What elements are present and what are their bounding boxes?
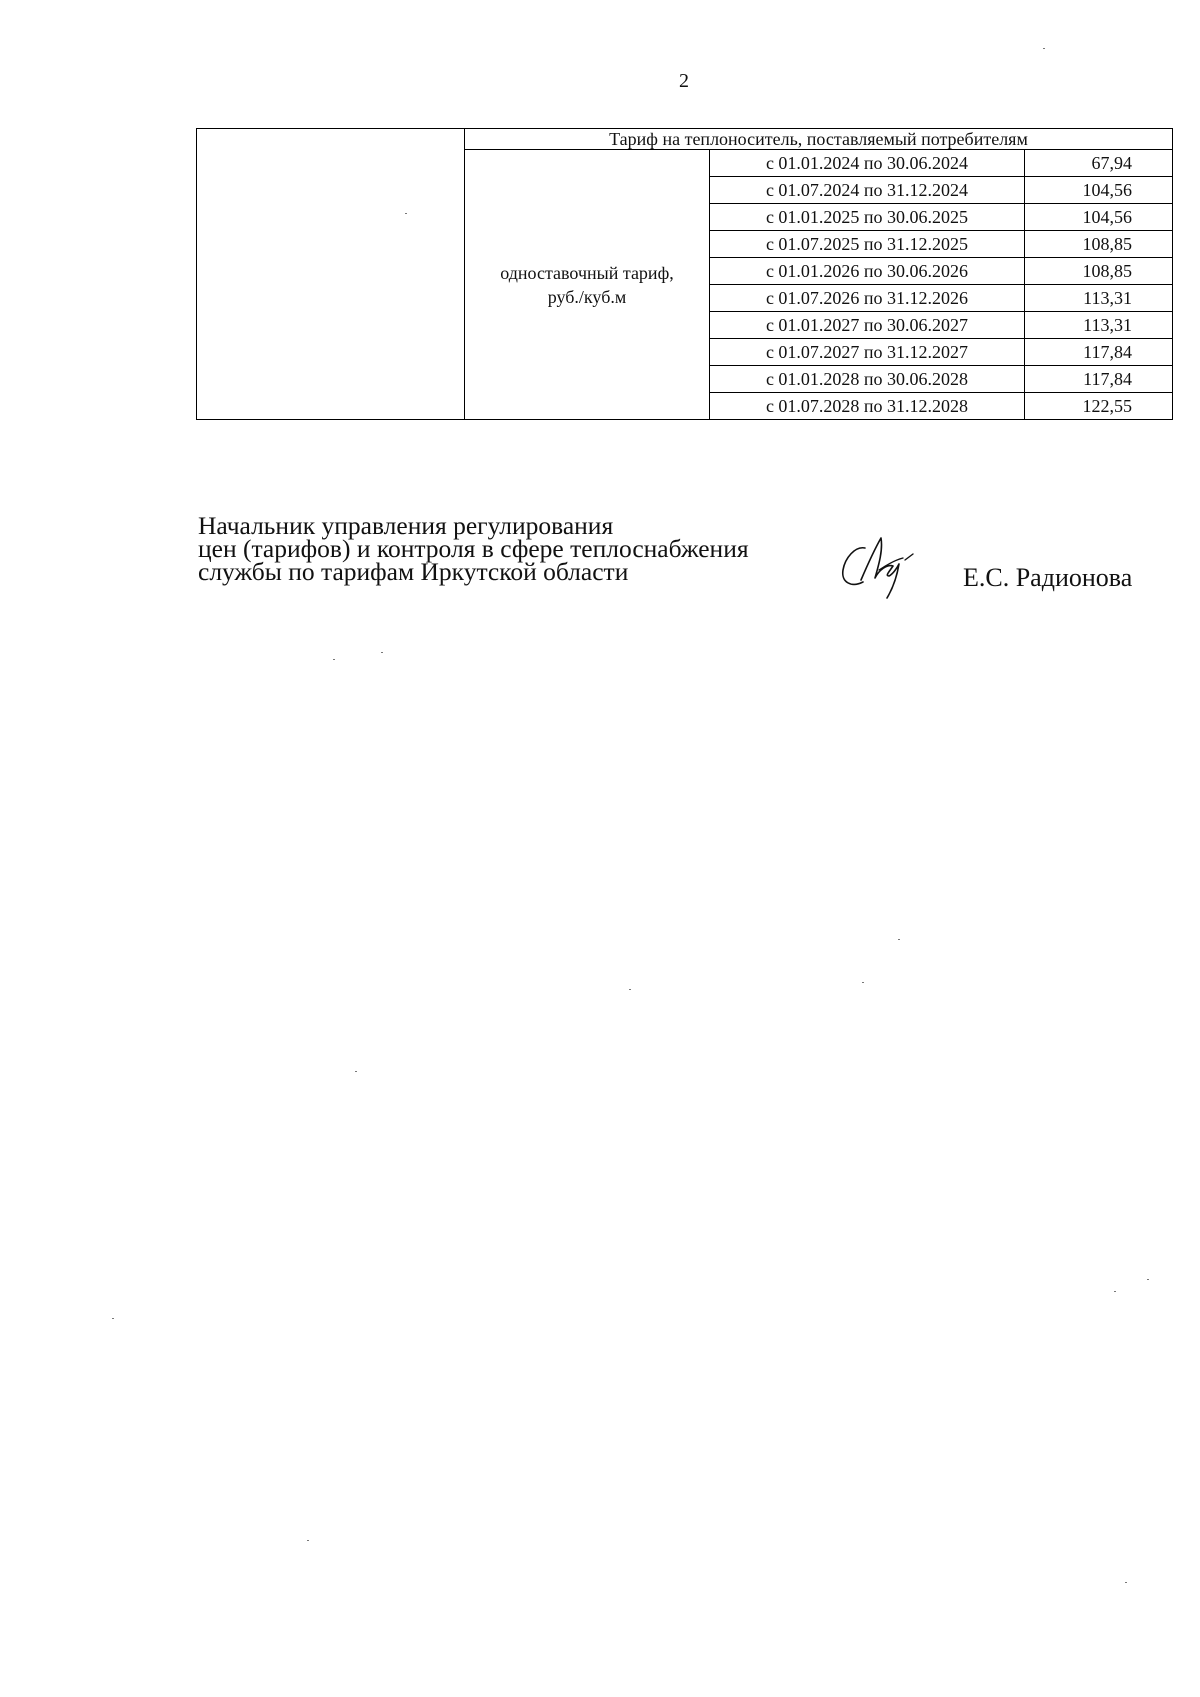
period-cell: с 01.01.2024 по 30.06.2024 <box>710 150 1025 177</box>
scan-speck <box>355 1071 357 1072</box>
table-header: Тариф на теплоноситель, поставляемый потребителям <box>465 129 1173 150</box>
value-cell: 104,56 <box>1025 204 1173 231</box>
period-cell: с 01.07.2024 по 31.12.2024 <box>710 177 1025 204</box>
period-cell: с 01.07.2026 по 31.12.2026 <box>710 285 1025 312</box>
signatory-title <box>198 511 749 586</box>
tariff-type-cell <box>465 150 710 420</box>
value-cell: 117,84 <box>1025 366 1173 393</box>
tariff-unit-label: руб./куб.м <box>547 286 627 307</box>
signatory-title-line: службы по тарифам Иркутской области <box>198 557 629 586</box>
scan-speck <box>862 982 864 983</box>
scan-speck <box>1043 48 1045 49</box>
handwritten-signature <box>835 530 920 600</box>
tariff-type-label: одноставочный тариф, <box>500 262 674 283</box>
scan-speck <box>112 1318 114 1319</box>
scan-speck <box>1125 1582 1127 1583</box>
scan-speck <box>1147 1279 1149 1280</box>
period-cell: с 01.01.2026 по 30.06.2026 <box>710 258 1025 285</box>
value-cell: 122,55 <box>1025 393 1173 420</box>
value-cell: 113,31 <box>1025 285 1173 312</box>
period-cell: с 01.07.2025 по 31.12.2025 <box>710 231 1025 258</box>
value-cell: 108,85 <box>1025 231 1173 258</box>
period-cell: с 01.01.2028 по 30.06.2028 <box>710 366 1025 393</box>
period-cell: с 01.07.2027 по 31.12.2027 <box>710 339 1025 366</box>
scan-speck <box>381 652 383 653</box>
value-cell: 108,85 <box>1025 258 1173 285</box>
scan-speck <box>629 989 631 990</box>
value-cell: 117,84 <box>1025 339 1173 366</box>
value-cell: 104,56 <box>1025 177 1173 204</box>
signatory-title-line: цен (тарифов) и контроля в сфере теплоснабжения <box>198 534 749 563</box>
scan-speck <box>898 939 900 940</box>
period-cell: с 01.07.2028 по 31.12.2028 <box>710 393 1025 420</box>
period-cell: с 01.01.2027 по 30.06.2027 <box>710 312 1025 339</box>
signatory-title-line: Начальник управления регулирования <box>198 511 614 540</box>
scan-speck <box>307 1540 309 1541</box>
page-number: 2 <box>679 70 689 92</box>
signatory-name: Е.С. Радионова <box>963 563 1133 592</box>
scan-speck <box>1114 1291 1116 1292</box>
blank-cell <box>197 129 465 420</box>
tariff-table <box>196 128 1173 420</box>
table-header-row <box>197 129 1173 150</box>
value-cell: 113,31 <box>1025 312 1173 339</box>
period-cell: с 01.01.2025 по 30.06.2025 <box>710 204 1025 231</box>
value-cell: 67,94 <box>1025 150 1173 177</box>
scan-speck <box>333 659 335 660</box>
scan-speck <box>405 213 407 214</box>
